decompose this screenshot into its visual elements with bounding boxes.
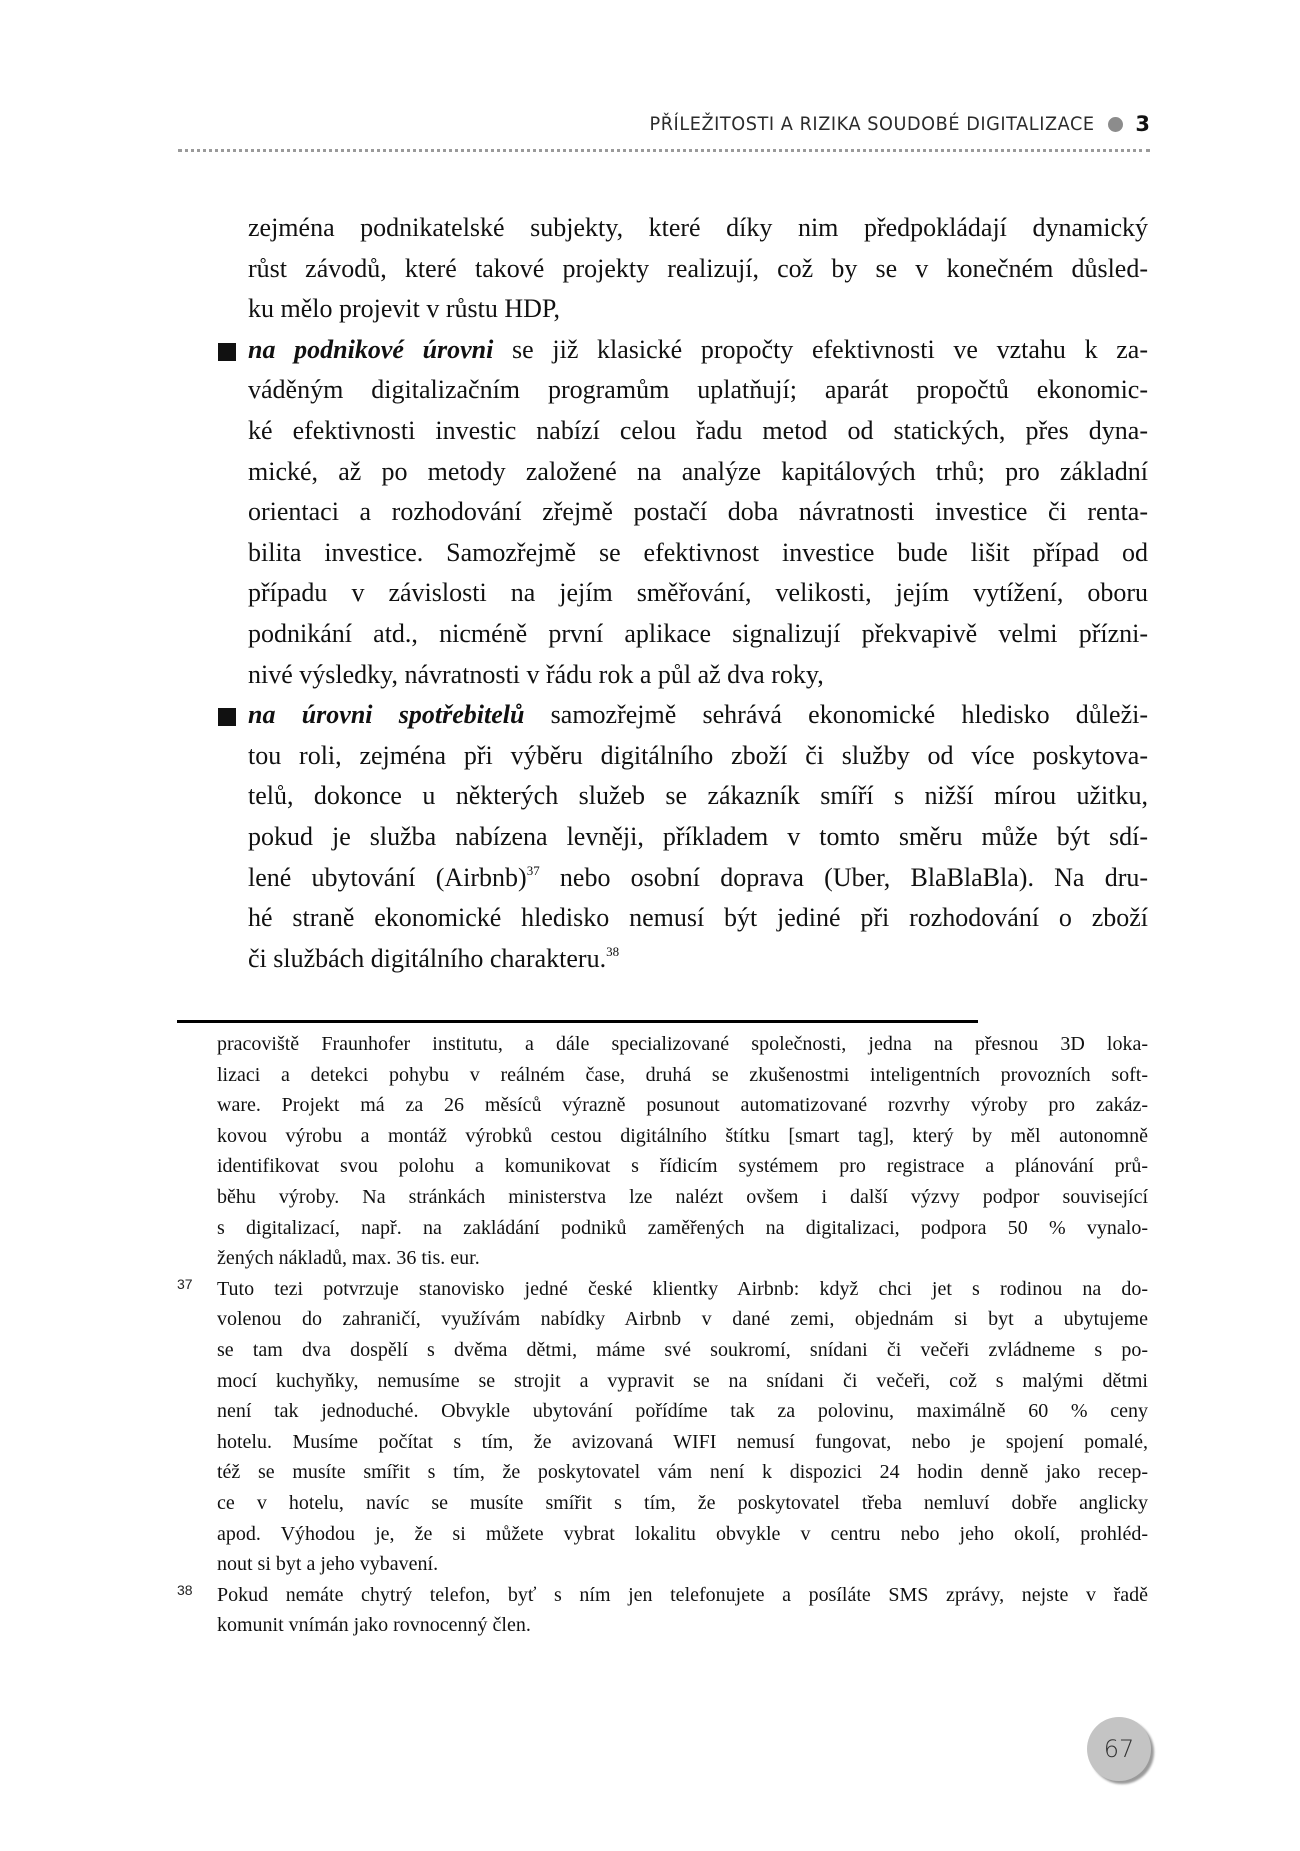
footnote-line: pracoviště Fraunhofer institutu, a dále specializované společnosti, jedna na přesnou 3D loka- [217,1033,1148,1055]
footnote-36-continued [217,1029,1148,1274]
footnote-line: s digitalizací, např. na zakládání podniků zaměřených na digitalizaci, podpora 50 % vynalo- [217,1216,1148,1239]
footnote-37 [177,1274,1148,1580]
footnote-separator [177,1020,978,1023]
footnote-38 [177,1580,1148,1641]
footnote-number: 37 [177,1275,193,1292]
main-text [248,208,1148,979]
footnote-line: mocí kuchyňky, nemusíme se strojit a vypravit se na snídani či večeři, což s malými dětmi [217,1369,1148,1392]
chapter-number: 3 [1135,112,1150,136]
text-line: pokud je služba nabízena levněji, příkladem v tomto směru může být sdí- [248,821,1148,851]
text-line: případu v závislosti na jejím směřování, velikosti, jejím vytížení, oboru [248,578,1148,608]
text-fragment: se již klasické propočty efektivnosti ve vztahu k za- [493,334,1148,364]
footnote-line: Pokud nemáte chytrý telefon, byť s ním jen telefonujete a posíláte SMS zprávy, nejste v řadě [217,1583,1148,1606]
footnote-line: není tak jednoduché. Obvykle ubytování pořídíme tak za polovinu, maximálně 60 % ceny [217,1400,1148,1423]
footnote-line: běhu výroby. Na stránkách ministerstva lze nalézt ovšem i další výzvy podpor související [217,1185,1148,1208]
bullet-item-consumer-level [248,695,1148,979]
footnote-line: žených nákladů, max. 36 tis. eur. [217,1247,480,1270]
bullet-item-enterprise-level [248,330,1148,695]
paragraph-continuation [248,208,1148,330]
text-line: orientaci a rozhodování zřejmě postačí doba návratnosti investice či renta- [248,497,1148,527]
footnote-number: 38 [177,1581,193,1598]
footnote-ref-38[interactable]: 38 [606,943,620,959]
footnote-ref-37[interactable]: 37 [526,862,540,878]
text-line: růst závodů, které takové projekty realizují, což by se v konečném důsled- [248,253,1148,283]
text-line: hé straně ekonomické hledisko nemusí být jediné při rozhodování o zboží [248,903,1148,933]
text-fragment: či službách digitálního charakteru. [248,943,607,973]
footnote-line: hotelu. Musíme počítat s tím, že avizovaná WIFI nemusí fungovat, nebo je spojení pomalé, [217,1430,1148,1453]
bullet-term: na úrovni spotřebitelů [248,700,525,730]
square-bullet-icon [218,343,236,361]
footnote-line: též se musíte smířit s tím, že poskytovatel vám není k dispozici 24 hodin denně jako recep- [217,1461,1148,1484]
footnote-line: lizaci a detekci pohybu v reálném čase, druhá se zkušenostmi inteligentních provozních soft- [217,1063,1148,1086]
footnote-line: identifikovat svou polohu a komunikovat s řídicím systémem pro registrace a plánování prů- [217,1155,1148,1178]
text-line: telů, dokonce u některých služeb se zákazník smíří s nižší mírou užitku, [248,781,1148,811]
running-header [178,112,1150,144]
bullet-term: na podnikové úrovni [248,334,494,364]
text-line [248,330,1148,371]
text-line: mické, až po metody založené na analýze kapitálových trhů; pro základní [248,456,1148,486]
text-line: nivé výsledky, návratnosti v řádu rok a půl až dva roky, [248,659,824,689]
text-line: váděným digitalizačním programům uplatňují; aparát propočtů ekonomic- [248,375,1148,405]
footnote-line: Tuto tezi potvrzuje stanovisko jedné české klientky Airbnb: když chci jet s rodinou na do- [217,1277,1148,1300]
text-line: ku mělo projevit v růstu HDP, [248,294,560,324]
text-line: bilita investice. Samozřejmě se efektivnost investice bude lišit případ od [248,537,1148,567]
text-fragment: nebo osobní doprava (Uber, BlaBlaBla). Na dru- [539,862,1149,892]
footnotes [177,1029,1148,1641]
footnote-line: se tam dva dospělí s dvěma dětmi, máme své soukromí, snídani či večeři zvládneme s po- [217,1338,1148,1361]
header-dotted-rule [178,149,1150,152]
footnote-line: apod. Výhodou je, že si můžete vybrat lokalitu obvykle v centru nebo jeho okolí, prohléd- [217,1522,1148,1545]
square-bullet-icon [218,708,236,726]
text-line [248,858,1148,899]
footnote-line: komunit vnímán jako rovnocenný člen. [217,1614,531,1637]
text-line: ké efektivnosti investic nabízí celou řadu metod od statických, přes dyna- [248,415,1148,445]
footnote-line: ware. Projekt má za 26 měsíců výrazně posunout automatizované rozvrhy výroby pro zakáz- [217,1094,1148,1117]
text-line: tou roli, zejména při výběru digitálního zboží či služby od více poskytova- [248,740,1148,770]
bullet-dot-icon [1108,117,1123,132]
footnote-line: ce v hotelu, navíc se musíte smířit s tím, že poskytovatel třeba nemluví dobře anglicky [217,1491,1148,1514]
text-fragment: lené ubytování (Airbnb) [248,862,527,892]
text-line [248,939,1148,980]
text-fragment: samozřejmě sehrává ekonomické hledisko důleži- [524,700,1148,730]
page-number-badge [1087,1717,1151,1781]
footnote-line: nout si byt a jeho vybavení. [217,1553,439,1576]
text-line [248,695,1148,736]
running-title: PŘÍLEŽITOSTI A RIZIKA SOUDOBÉ DIGITALIZACE [649,113,1095,135]
page-number: 67 [1103,1735,1135,1763]
footnote-line: kovou výrobu a montáž výrobků cestou digitálního štítku [smart tag], který by měl autonomně [217,1124,1148,1147]
text-line: podnikání atd., nicméně první aplikace signalizují překvapivě velmi přízni- [248,618,1148,648]
footnote-line: volenou do zahraničí, využívám nabídky Airbnb v dané zemi, objednám si byt a ubytujeme [217,1308,1148,1331]
text-line: zejména podnikatelské subjekty, které díky nim předpokládají dynamický [248,213,1148,242]
